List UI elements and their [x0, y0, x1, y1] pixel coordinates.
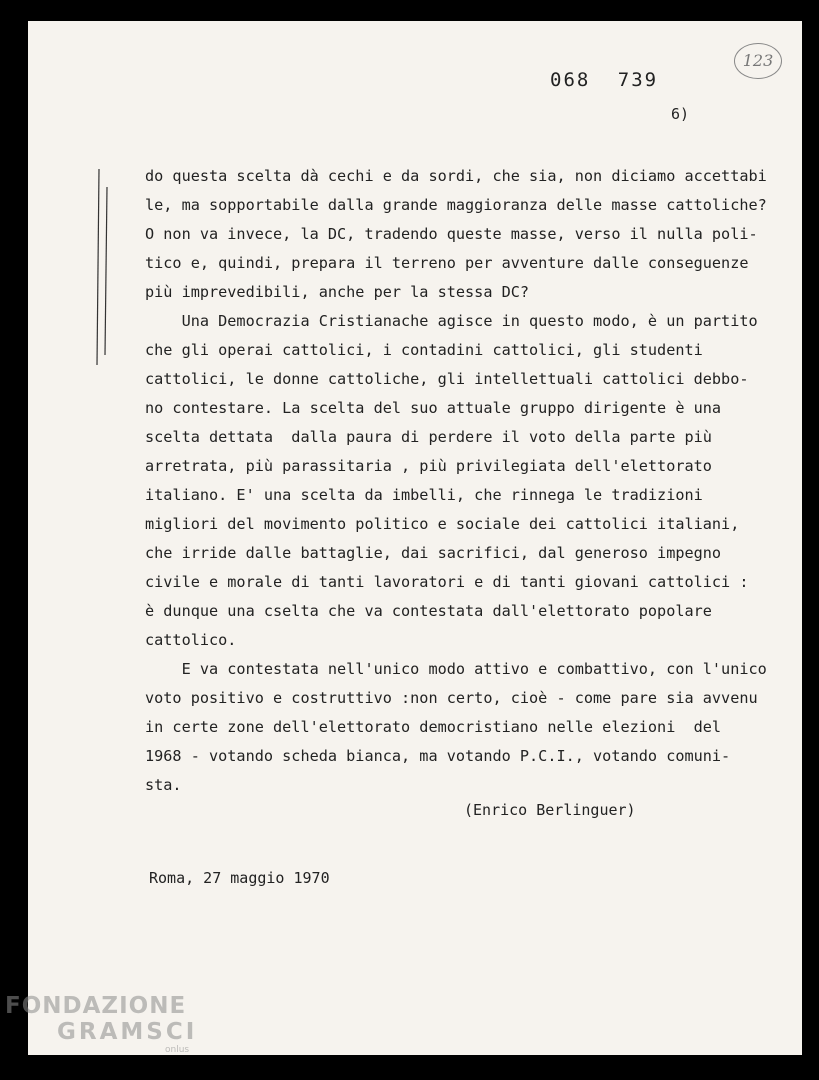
margin-marks — [94, 169, 114, 369]
text-line: cattolici, le donne cattoliche, gli intellettuali cattolici debbo- — [145, 370, 749, 388]
place-date: Roma, 27 maggio 1970 — [149, 869, 330, 887]
text-line: scelta dettata dalla paura di perdere il voto della parte più — [145, 428, 712, 446]
watermark-line-1: FONDAZIONE — [5, 993, 187, 1019]
text-line: migliori del movimento politico e sociale dei cattolici italiani, — [145, 515, 740, 533]
text-line: 1968 - votando scheda bianca, ma votando P.C.I., votando comuni- — [145, 747, 731, 765]
text-line: più imprevedibili, anche per la stessa DC? — [145, 283, 530, 301]
text-line: italiano. E' una scelta da imbelli, che rinnega le tradizioni — [145, 486, 703, 504]
text-line: O non va invece, la DC, tradendo queste masse, verso il nulla poli- — [145, 225, 758, 243]
text-line: do questa scelta dà cechi e da sordi, che sia, non diciamo accettabi — [145, 167, 767, 185]
text-line: tico e, quindi, prepara il terreno per avventure dalle conseguenze — [145, 254, 749, 272]
text-line: cattolico. — [145, 631, 237, 649]
text-line: che gli operai cattolici, i contadini cattolici, gli studenti — [145, 341, 703, 359]
text-line: civile e morale di tanti lavoratori e di tanti giovani cattolici : — [145, 573, 749, 591]
archive-number-stamp: 123 — [734, 43, 782, 79]
text-line: arretrata, più parassitaria , più privilegiata dell'elettorato — [145, 457, 712, 475]
page-number: 6) — [671, 105, 690, 123]
text-line: E va contestata nell'unico modo attivo e combattivo, con l'unico — [145, 660, 767, 678]
text-line: le, ma sopportabile dalla grande maggioranza delle masse cattoliche? — [145, 196, 767, 214]
document-page — [28, 21, 802, 1055]
text-line: Una Democrazia Cristianache agisce in questo modo, è un partito — [145, 312, 758, 330]
body-text — [145, 162, 800, 800]
watermark-line-3: onlus — [165, 1045, 190, 1055]
watermark-logo — [5, 993, 197, 1055]
signature: (Enrico Berlinguer) — [464, 801, 636, 819]
text-line: sta. — [145, 776, 182, 794]
document-number: 068 739 — [550, 69, 659, 91]
text-line: voto positivo e costruttivo :non certo, cioè - come pare sia avvenu — [145, 689, 758, 707]
text-line: in certe zone dell'elettorato democristiano nelle elezioni del — [145, 718, 722, 736]
text-line: che irride dalle battaglie, dai sacrifici, dal generoso impegno — [145, 544, 722, 562]
text-line: no contestare. La scelta del suo attuale gruppo dirigente è una — [145, 399, 722, 417]
watermark-line-2: GRAMSCI — [57, 1019, 198, 1045]
text-line: è dunque una cselta che va contestata dall'elettorato popolare — [145, 602, 712, 620]
